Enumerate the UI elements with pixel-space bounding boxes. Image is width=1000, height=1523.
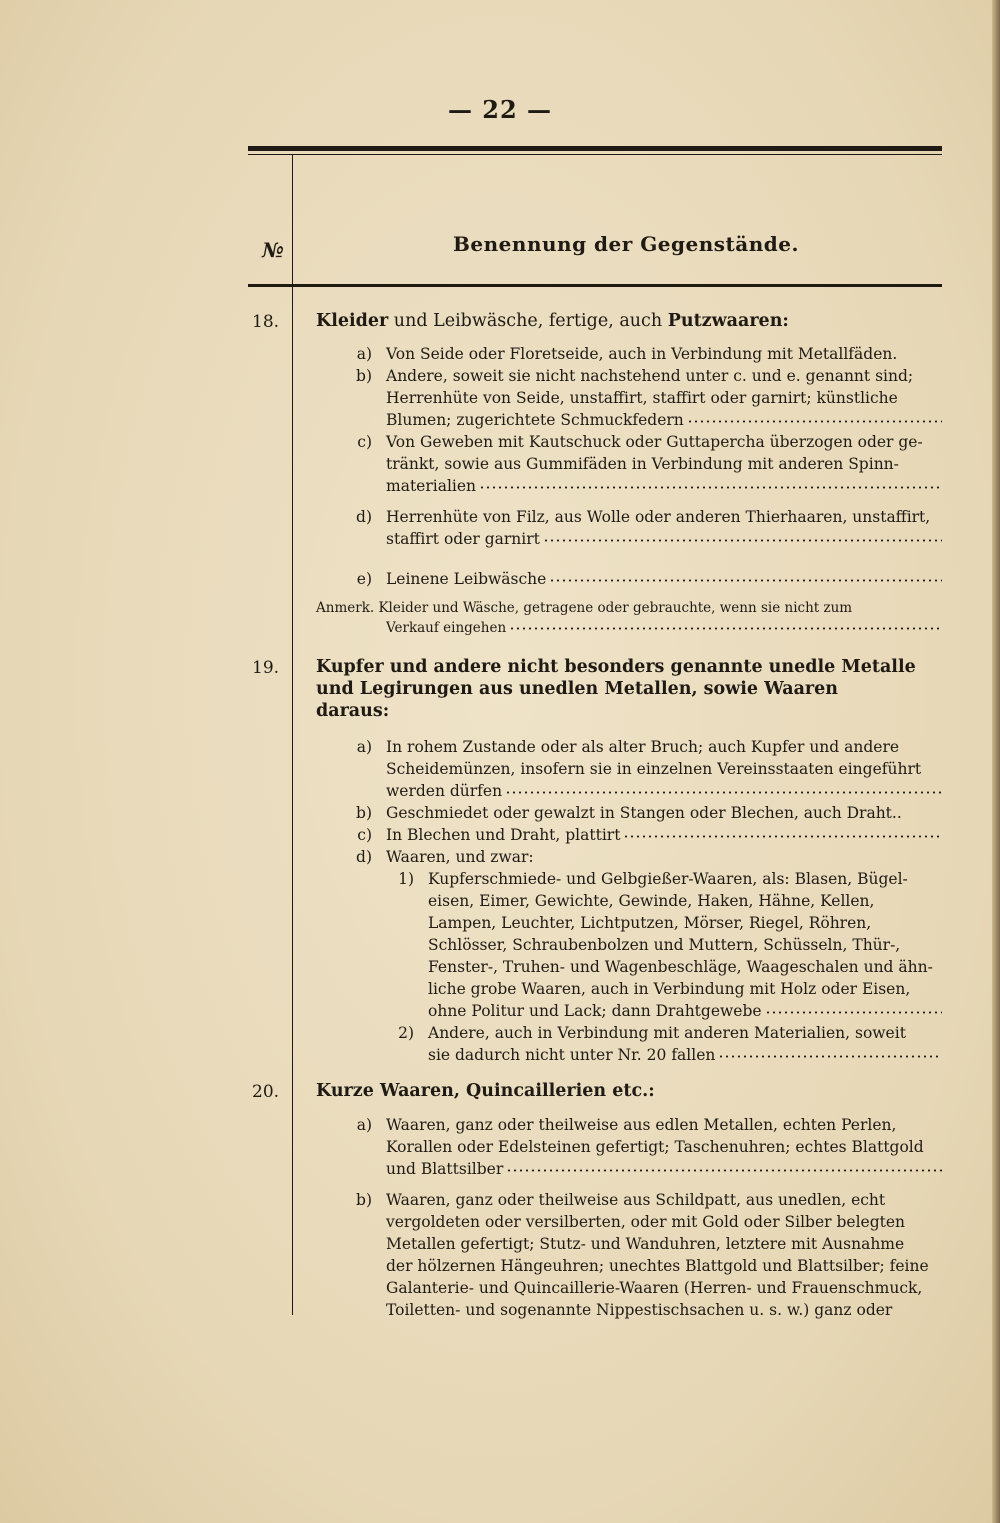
entry-18-title-normal: und Leibwäsche, fertige, auch [388, 311, 668, 331]
item-letter: b) [356, 1191, 372, 1209]
item-text: und Blattsilber [386, 1160, 504, 1178]
dot-leader [509, 619, 942, 633]
item-text: Galanterie- und Quincaillerie-Waaren (Herren- und Frauenschmuck, [386, 1279, 923, 1297]
item-number: 1) [398, 870, 414, 888]
item-text: Toiletten- und sogenannte Nippestischsachen u. s. w.) ganz oder [386, 1301, 893, 1319]
item-text: Herrenhüte von Seide, unstaffirt, staffirt oder garnirt; künstliche [386, 389, 898, 407]
item-text: staffirt oder garnirt [386, 530, 540, 548]
item-letter: c) [357, 433, 372, 451]
item-text: Waaren, ganz oder theilweise aus Schildpatt, aus unedlen, echt [386, 1191, 886, 1209]
dot-leader [718, 1045, 942, 1061]
item-text: Leinene Leibwäsche [386, 570, 547, 588]
dot-leader [479, 476, 942, 492]
item-text-dotted [386, 824, 942, 846]
item-text-dotted [386, 475, 942, 497]
item-text: Korallen oder Edelsteinen gefertigt; Taschenuhren; echtes Blattgold [386, 1138, 924, 1156]
item-text-dotted [428, 1044, 942, 1066]
item-text-dotted [386, 409, 942, 431]
item-text: Von Seide oder Floretseide, auch in Verbindung mit Metallfäden. [386, 345, 898, 363]
item-letter: c) [357, 826, 372, 844]
item-letter: a) [356, 1116, 372, 1134]
entry-18-title-bold-2: Putzwaaren: [667, 311, 789, 331]
dot-leader [549, 569, 942, 585]
page-number: — 22 — [447, 95, 553, 124]
item-text: der hölzernen Hängeuhren; unechtes Blattgold und Blattsilber; feine [386, 1257, 929, 1275]
item-text-dotted [386, 1158, 942, 1180]
item-text: eisen, Eimer, Gewichte, Gewinde, Haken, Hähne, Kellen, [428, 892, 875, 910]
entry-20-number: 20. [252, 1082, 280, 1102]
item-text: sie dadurch nicht unter Nr. 20 fallen [428, 1046, 716, 1064]
item-text: Schlösser, Schraubenbolzen und Muttern, Schüsseln, Thür-, [428, 936, 901, 954]
header-number-label: № [262, 238, 284, 262]
item-letter: a) [356, 738, 372, 756]
entry-19-title [316, 656, 946, 722]
item-letter: b) [356, 804, 372, 822]
item-text: Fenster-, Truhen- und Wagenbeschläge, Waageschalen und ähn- [428, 958, 933, 976]
item-letter: d) [356, 848, 372, 866]
entry-20-title: Kurze Waaren, Quincaillerien etc.: [316, 1081, 655, 1101]
entry-18-number: 18. [252, 312, 280, 332]
entry-18-note: Anmerk. Kleider und Wäsche, getragene oder gebrauchte, wenn sie nicht zum [316, 600, 853, 616]
top-rule-thick [248, 146, 942, 151]
dot-leader [543, 529, 942, 545]
item-text: In Blechen und Draht, plattirt [386, 826, 621, 844]
entry-18-title-bold-1: Kleider [316, 311, 389, 331]
item-text: Geschmiedet oder gewalzt in Stangen oder Blechen, auch Draht.. [386, 804, 902, 822]
item-letter: b) [356, 367, 372, 385]
item-text: In rohem Zustande oder als alter Bruch; auch Kupfer und andere [386, 738, 900, 756]
item-text-dotted [386, 528, 942, 550]
dot-leader [623, 825, 942, 841]
page-edge [992, 0, 1000, 1523]
item-text: werden dürfen [386, 782, 503, 800]
item-text: Verkauf eingehen [386, 620, 507, 636]
item-text-dotted [386, 568, 942, 590]
entry-19-number: 19. [252, 658, 280, 678]
item-text: Andere, soweit sie nicht nachstehend unter c. und e. genannt sind; [386, 367, 914, 385]
item-text: materialien [386, 477, 477, 495]
item-text: Waaren, und zwar: [386, 848, 534, 866]
item-letter: d) [356, 508, 372, 526]
item-text: Metallen gefertigt; Stutz- und Wanduhren, letztere mit Ausnahme [386, 1235, 905, 1253]
entry-19-title-line: daraus: [316, 701, 390, 721]
entry-19-title-line: und Legirungen aus unedlen Metallen, sowie Waaren [316, 679, 838, 699]
item-text-dotted [386, 780, 942, 802]
dot-leader [765, 1001, 942, 1017]
item-text: vergoldeten oder versilberten, oder mit Gold oder Silber belegten [386, 1213, 906, 1231]
item-text: Waaren, ganz oder theilweise aus edlen Metallen, echten Perlen, [386, 1116, 897, 1134]
dot-leader [687, 410, 942, 426]
item-letter: a) [356, 345, 372, 363]
item-text-dotted [428, 1000, 942, 1022]
item-text: Blumen; zugerichtete Schmuckfedern [386, 411, 684, 429]
dot-leader [506, 1159, 942, 1175]
entry-19-title-line: Kupfer und andere nicht besonders genannte unedle Metalle [316, 657, 916, 677]
entry-18-title [316, 310, 946, 332]
item-text: liche grobe Waaren, auch in Verbindung mit Holz oder Eisen, [428, 980, 911, 998]
entry-18-note-cont [386, 617, 942, 639]
item-text: tränkt, sowie aus Gummifäden in Verbindung mit anderen Spinn- [386, 455, 899, 473]
item-text: Von Geweben mit Kautschuck oder Guttapercha überzogen oder ge- [386, 433, 923, 451]
item-letter: e) [356, 570, 372, 588]
dot-leader [505, 781, 942, 797]
header-title: Benennung der Gegenstände. [453, 232, 799, 256]
item-text: Lampen, Leuchter, Lichtputzen, Mörser, Riegel, Röhren, [428, 914, 872, 932]
header-rule [248, 284, 942, 287]
item-text: Scheidemünzen, insofern sie in einzelnen Vereinsstaaten eingeführt [386, 760, 922, 778]
item-text: Kupferschmiede- und Gelbgießer-Waaren, als: Blasen, Bügel- [428, 870, 908, 888]
item-text: Herrenhüte von Filz, aus Wolle oder anderen Thierhaaren, unstaffirt, [386, 508, 931, 526]
item-number: 2) [398, 1024, 414, 1042]
top-rule-thin [248, 154, 942, 155]
column-divider [292, 155, 293, 1315]
item-text: Andere, auch in Verbindung mit anderen Materialien, soweit [428, 1024, 906, 1042]
item-text: ohne Politur und Lack; dann Drahtgewebe [428, 1002, 762, 1020]
